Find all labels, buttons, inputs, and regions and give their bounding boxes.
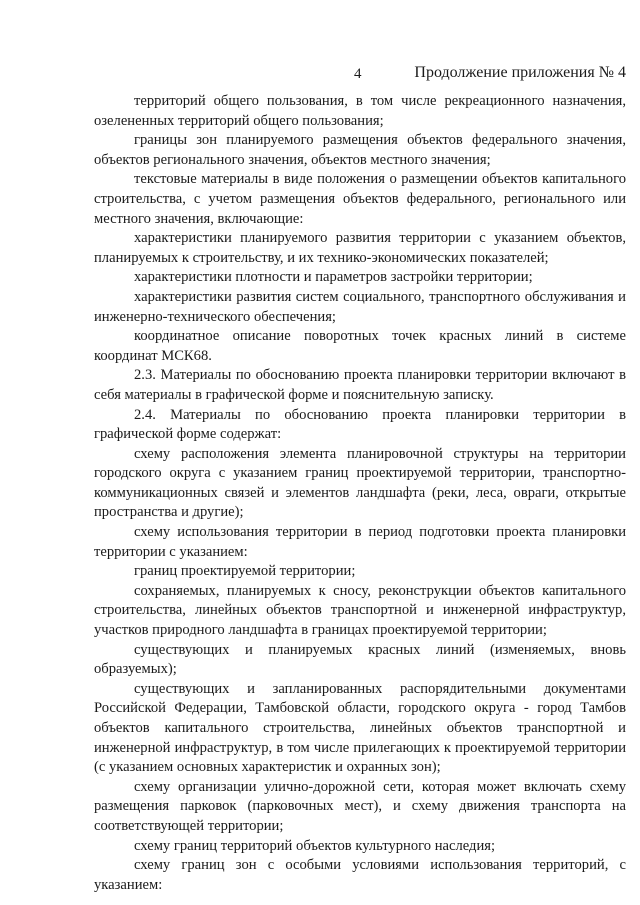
paragraph: схему границ территорий объектов культурного наследия; xyxy=(134,837,496,854)
paragraph: схему организации улично-дорожной сети, которая может включать схему размещения парковок (парковочных мест), и схему движения транспорта на соответствующей территории; xyxy=(94,778,626,834)
page-number: 4 xyxy=(354,66,362,82)
paragraph: территорий общего пользования, в том числе рекреационного назначения, озелененных территорий общего пользования; xyxy=(94,93,626,129)
paragraph: схему границ зон с особыми условиями использования территорий, с указанием: xyxy=(94,857,626,893)
paragraph: существующих и запланированных распорядительными документами Российской Федерации, Тамбовской области, городского округа - город Тамбов объектов капитального строительства, линейных объектов транспортной и инженерной инфраструктур, в том числе прилегающих к проектируемой территории (с указанием основных характеристик и охранных зон); xyxy=(94,680,626,776)
paragraph: 2.4. Материалы по обоснованию проекта планировки территории в графической форме содержат: xyxy=(94,406,626,443)
paragraph: характеристики развития систем социального, транспортного обслуживания и инженерно-технического обеспечения; xyxy=(94,288,626,325)
paragraph: схему использования территории в период подготовки проекта планировки территории с указанием: xyxy=(94,524,626,560)
paragraph: существующих и планируемых красных линий (изменяемых, вновь образуемых); xyxy=(94,641,626,678)
appendix-continuation-title: Продолжение приложения № 4 xyxy=(414,64,626,81)
paragraph: координатное описание поворотных точек красных линий в системе координат МСК68. xyxy=(94,328,626,364)
paragraph: текстовые материалы в виде положения о размещении объектов капитального строительства, с учетом размещения объектов федерального, регионального или местного значения, включающие: xyxy=(94,171,626,227)
paragraph: схему расположения элемента планировочной структуры на территории городского округа с указанием границ проектируемой территории, транспортно-коммуникационных связей и элементов ландшафта (реки, леса, овраги, открытые пространства и другие); xyxy=(94,445,626,521)
document-body xyxy=(94,92,626,895)
paragraph: границ проектируемой территории; xyxy=(134,563,356,580)
paragraph: сохраняемых, планируемых к сносу, реконструкции объектов капитального строительства, линейных объектов транспортной и инженерной инфраструктур, участков природного ландшафта в границах проектируемой территории; xyxy=(94,582,626,639)
paragraph: границы зон планируемого размещения объектов федерального значения, объектов регионального значения, объектов местного значения; xyxy=(94,132,626,168)
paragraph: характеристики планируемого развития территории с указанием объектов, планируемых к строительству, и их технико-экономических показателей; xyxy=(94,230,626,266)
paragraph: 2.3. Материалы по обоснованию проекта планировки территории включают в себя материалы в графической форме и пояснительную записку. xyxy=(94,367,626,403)
paragraph: характеристики плотности и параметров застройки территории; xyxy=(134,269,533,286)
